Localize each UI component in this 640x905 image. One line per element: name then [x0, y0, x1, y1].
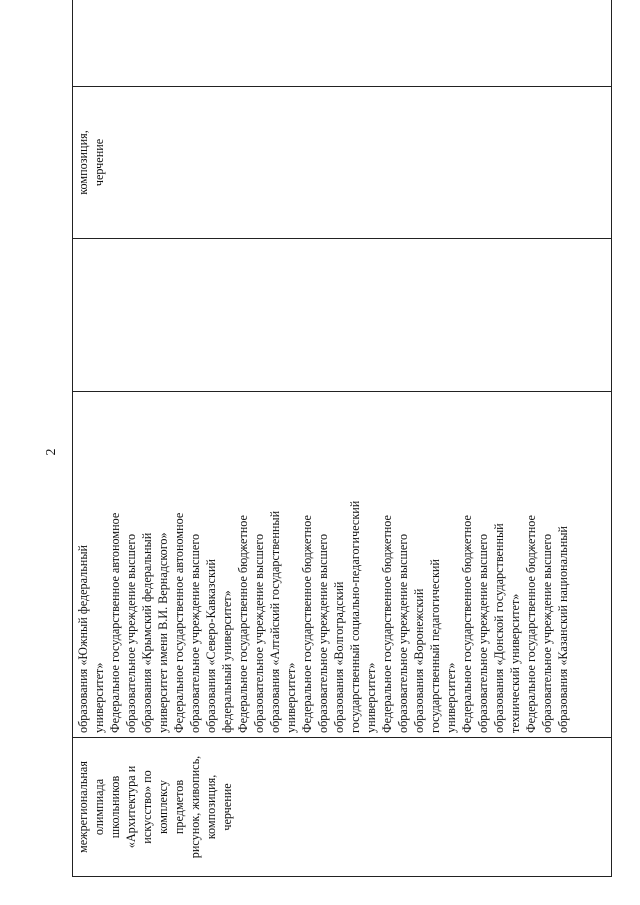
organizer-line: образования «Воронежский	[412, 588, 426, 733]
empty-cell	[73, 239, 612, 392]
olympiad-name-line: рисунок, живопись,	[188, 755, 202, 859]
organizer-line: образовательное учреждение высшего	[476, 533, 490, 733]
organizers-cell	[73, 392, 612, 738]
organizer-line: университет»	[444, 662, 458, 733]
rotated-table-container	[72, 24, 612, 877]
olympiad-name-line: межрегиональная	[76, 761, 90, 853]
organizer-line: Федеральное государственное бюджетное	[380, 515, 394, 733]
organizer-line: образования «Донской государственный	[492, 523, 506, 733]
organizer-line: университет»	[92, 662, 106, 733]
olympiad-name-line: предметов	[172, 779, 186, 835]
organizer-line: Федеральное государственное бюджетное	[524, 515, 538, 733]
page-number: 2	[44, 448, 59, 456]
organizer-line: образования «Южный федеральный	[76, 544, 90, 733]
subjects-cell	[73, 87, 612, 239]
organizer-line: образования «Казанский национальный	[556, 526, 570, 733]
organizer-line: университет»	[364, 662, 378, 733]
olympiad-name-line: черчение	[220, 783, 234, 831]
olympiad-name-line: комплексу	[156, 780, 170, 834]
organizer-line: образовательное учреждение высшего	[252, 533, 266, 733]
table-row	[73, 0, 612, 877]
organizer-line: государственный педагогический	[428, 559, 442, 733]
organizer-line: Федеральное государственное бюджетное	[300, 515, 314, 733]
organizer-line: технический университет»	[508, 593, 522, 733]
organizer-line: университет»	[284, 662, 298, 733]
organizer-line: образовательное учреждение высшего	[396, 533, 410, 733]
olympiad-name-line: олимпиада	[92, 778, 106, 836]
subject-line: композиция,	[76, 130, 90, 195]
organizer-line: образования «Волгоградский	[332, 581, 346, 733]
olympiad-name-line: «Архитектура и	[124, 765, 138, 849]
last-empty-cell	[73, 0, 612, 87]
organizer-line: федеральный университет»	[220, 590, 234, 733]
organizer-line: образования «Алтайский государственный	[268, 510, 282, 733]
organizer-line: университет имени В.И. Вернадского»	[156, 532, 170, 733]
olympiad-name-line: композиция,	[204, 774, 218, 840]
organizer-line: Федеральное государственное автономное	[108, 512, 122, 733]
olympiad-table	[72, 0, 612, 877]
subject-line: черчение	[92, 138, 106, 187]
organizer-line: образовательное учреждение высшего	[188, 533, 202, 733]
organizer-line: образовательное учреждение высшего	[316, 533, 330, 733]
olympiad-name-line: школьников	[108, 775, 122, 839]
organizer-line: образовательное учреждение высшего	[540, 533, 554, 733]
organizer-line: образования «Северо-Кавказский	[204, 559, 218, 733]
organizer-line: Федеральное государственное бюджетное	[236, 515, 250, 733]
olympiad-name-line: искусство» по	[140, 770, 154, 844]
organizer-line: Федеральное государственное бюджетное	[460, 515, 474, 733]
organizer-line: государственный социально-педагогический	[348, 500, 362, 733]
organizer-line: Федеральное государственное автономное	[172, 512, 186, 733]
olympiad-name-cell	[73, 738, 612, 877]
organizer-line: образования «Крымский федеральный	[140, 532, 154, 733]
organizer-line: образовательное учреждение высшего	[124, 533, 138, 733]
